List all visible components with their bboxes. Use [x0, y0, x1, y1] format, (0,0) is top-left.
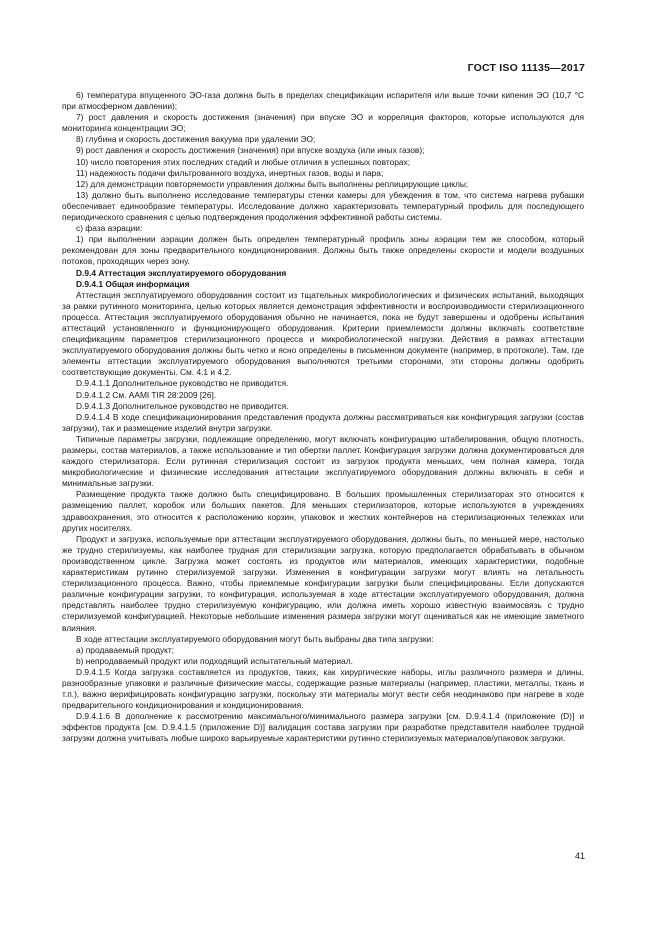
paragraph: D.9.4 Аттестация эксплуатируемого оборудования [76, 267, 287, 278]
paragraph: 6) температура впущенного ЭО-газа должна быть в пределах спецификации испарителя или выше точки кипения ЭО (10,7 °С при атмосферном давлении); [62, 90, 584, 112]
paragraph: Типичные параметры загрузки, подлежащие определению, могут включать конфигурацию штабелирования, общую плотность, размеры, состав материалов, а также использование и тип обертки паллет. Конфигурация загрузки должна документироваться для каждого стерилизатора. Если рутинная стерилизация состоит из загрузок продукта меньших, чем полная камера, тогда микробиологические и физические исследования аттестации эксплуатируемого оборудования должны включать в себя и минимальные загрузки. [62, 433, 584, 489]
paragraph: D.9.4.1.1 Дополнительное руководство не приводится. [76, 378, 289, 389]
paragraph: 9) рост давления и скорость достижения (значения) при впуске воздуха (или иных газов); [76, 145, 425, 156]
paragraph: D.9.4.1.4 В ходе спецификационирования представления продукта должны рассматриваться как конфигурация загрузки (состав загрузки), так и размещение изделий внутри загрузки. [62, 411, 584, 433]
paragraph: 12) для демонстрации повторяемости управления должны быть выполнены реплицирующие циклы; [76, 178, 469, 189]
paragraph: D.9.4.1.6 В дополнение к рассмотрению максимального/минимального размера загрузки [см. D.9.4.1.4 (приложение (D)] и эффектов продукта [см. D.9.4.1.5 (приложение D)] валидация состава загрузки при разработке представителя наиболее трудной загрузки должна учитывать любые широко варьируемые характеристики рутинно стерилизуемых материалов/упаковок загрузки. [62, 711, 584, 744]
paragraph: 1) при выполнении аэрации должен быть определен температурный профиль зоны аэрации тем же способом, который рекомендован для зоны предварительного кондиционирования. Должны быть также определены скорости и модели воздушных потоков, проходящих через зону. [62, 234, 584, 267]
paragraph: D.9.4.1.5 Когда загрузка составляется из продуктов, таких, как хирургические наборы, иглы различного размера и длины, разнообразные упаковки и различные физические массы, содержащие разные материалы (например, пластики, металлы, ткань и т.п.), важно верифицировать конфигурацию загрузки, поскольку эти материалы могут вести себя неодинаково при нагреве в ходе предварительного кондиционирования и кондиционирования. [62, 666, 584, 711]
paragraph: c) фаза аэрации: [76, 223, 143, 234]
paragraph: 11) надежность подачи фильтрованного воздуха, инертных газов, воды и пара; [76, 167, 384, 178]
paragraph: D.9.4.1.2 См. AAMI TIR 28:2009 [26]. [76, 389, 217, 400]
paragraph: Аттестация эксплуатируемого оборудования состоит из тщательных микробиологических и физических испытаний, выходящих за рамки рутинного мониторинга, целью которых является демонстрация эффективности и воспроизводимости стерилизационного процесса. Аттестация эксплуатируемого оборудования обычно не начинается, пока не будут завершены и одобрены испытания аттестаций установленного и функционирующего оборудования. Критерии приемлемости должны включать соответствие спецификациям параметров стерилизационного процесса и микробиологической нагрузки. Действия в рамках аттестации эксплуатируемого оборудования должны быть четко и ясно определены в письменном документе (например, в протоколе). Там, где элементы аттестации эксплуатируемого оборудования выполняются третьими сторонами, эти стороны должны одобрить соответствующие документы. См. 4.1 и 4.2. [62, 289, 584, 378]
paragraph: В ходе аттестации эксплуатируемого оборудования могут быть выбраны два типа загрузки: [76, 633, 434, 644]
paragraph: 8) глубина и скорость достижения вакуума при удалении ЭО; [76, 134, 316, 145]
document-header: ГОСТ ISO 11135—2017 [467, 62, 585, 74]
page-number: 41 [574, 851, 585, 861]
document-body [62, 90, 584, 745]
paragraph: 13) должно быть выполнено исследование температуры стенки камеры для убеждения в том, что система нагрева рубашки обеспечивает единообразие температуры. Исследование должно характеризовать температурный профиль для последующего периодического сравнения с целью подтверждения продолжения эффективной работы системы. [62, 189, 584, 223]
paragraph: D.9.4.1 Общая информация [76, 278, 190, 289]
paragraph: a) продаваемый продукт; [76, 644, 175, 655]
paragraph: Продукт и загрузка, используемые при аттестации эксплуатируемого оборудования, должны быть, по меньшей мере, настолько же трудно стерилизуемы, как наиболее трудная для стерилизации загрузка, которую предполагается обрабатывать в обычном производственном цикле. Загрузка может состоять из продуктов или материалов, имеющих характеристики, подобные характеристикам рутинно стерилизуемой загрузки. Изменения в конфигурации загрузки могут влиять на летальность стерилизационного процесса. Важно, чтобы приемлемые конфигурации загрузки были специфицированы. Если допускаются различные конфигурации загрузки, то конфигурация, используемая в ходе аттестации эксплуатируемого оборудования, должна представлять наиболее трудно стерилизуемую конфигурацию, или должна иметь хорошо известную взаимосвязь с трудно стерилизуемой конфигурацией. Некоторые небольшие изменения размера загрузки могут оцениваться как не имеющие заметного влияния. [62, 533, 584, 633]
paragraph: b) непродаваемый продукт или подходящий испытательный материал. [76, 655, 353, 666]
paragraph: 10) число повторения этих последних стадий и любые отличия в успешных повторах; [76, 156, 411, 167]
paragraph: D.9.4.1.3 Дополнительное руководство не приводится. [76, 400, 289, 411]
paragraph: 7) рост давления и скорость достижения (значения) при впуске ЭО и корреляция факторов, которые используются для мониторинга концентрации ЭО; [62, 112, 584, 134]
paragraph: Размещение продукта также должно быть специфицировано. В больших промышленных стерилизаторах это относится к размещению паллет, коробок или больших пакетов. Для меньших стерилизаторов, которые используются в учреждениях здравоохранения, это относится к расположению корзин, упаковок и жестких контейнеров на стерилизационных тележках или других носителях. [62, 489, 584, 533]
